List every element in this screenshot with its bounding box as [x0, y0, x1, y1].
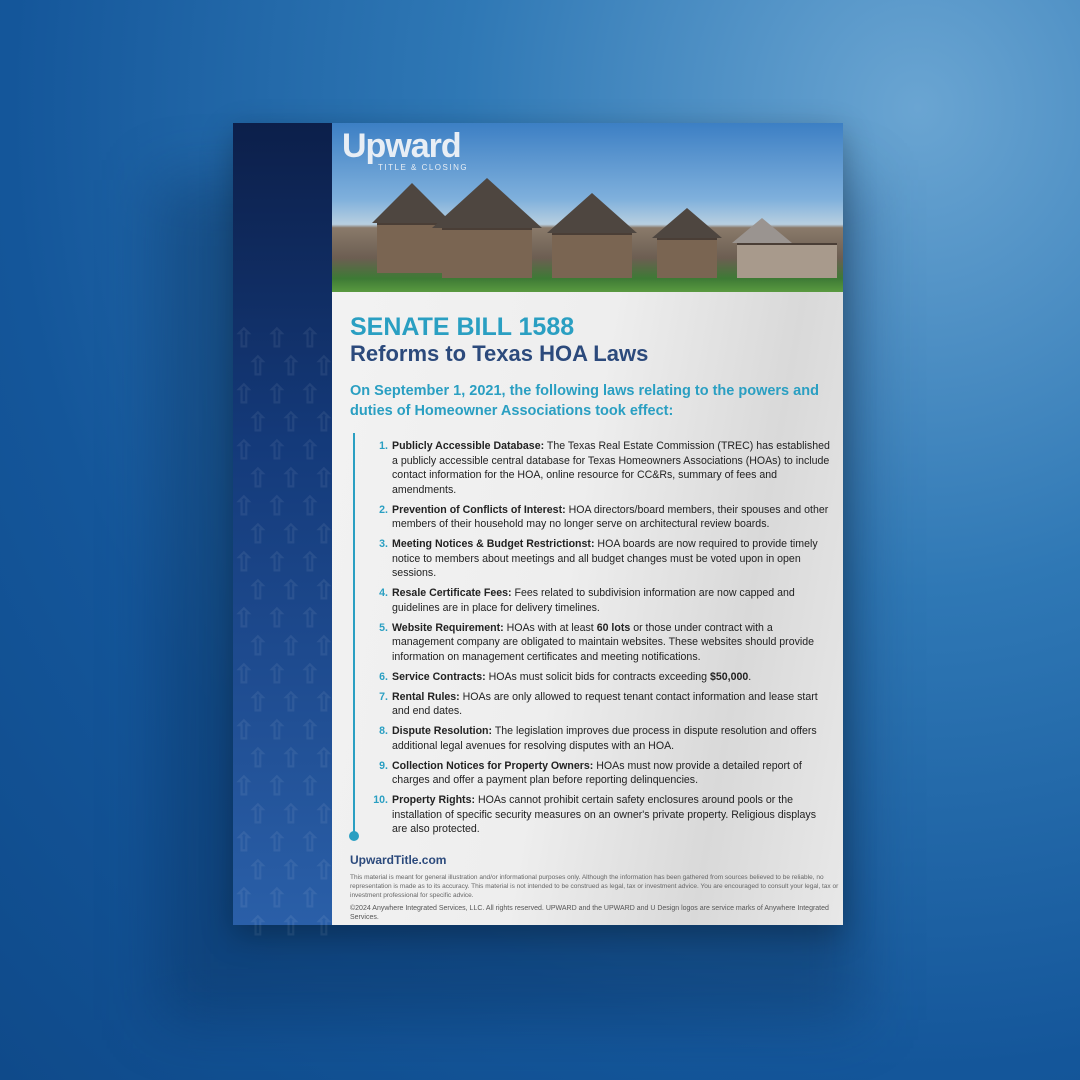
item-text [392, 621, 830, 665]
intro-text: On September 1, 2021, the following laws relating to the powers and duties of Homeowner Associations took effect: [350, 383, 819, 419]
pattern-arrow-icon: ⇧ [233, 603, 255, 633]
house [442, 228, 532, 278]
item-body: HOAs are only allowed to request tenant contact information and lease start and end dates. [392, 690, 818, 717]
list-item [370, 586, 830, 615]
item-number: 10. [373, 794, 388, 806]
item-body: HOA boards are now required to provide timely notice to members about meetings and all budget changes must be voted upon in open sessions. [392, 538, 818, 579]
list-item [370, 503, 830, 532]
pattern-arrow-icon: ⇧ [247, 519, 269, 549]
item-heading: Collection Notices for Property Owners: [392, 759, 594, 772]
pattern-arrow-icon: ⇧ [280, 687, 302, 717]
item-emphasis: $50,000 [709, 670, 749, 683]
timeline-line [353, 433, 355, 833]
pattern-arrow-icon: ⇧ [233, 323, 255, 353]
item-text [392, 759, 830, 788]
pattern-arrow-icon: ⇧ [266, 771, 288, 801]
item-body: HOA directors/board members, their spouses and other members of their household may no longer serve on architectural review boards. [392, 503, 829, 530]
pattern-arrow-icon: ⇧ [233, 771, 255, 801]
item-heading: Publicly Accessible Database: [392, 440, 545, 452]
pattern-arrow-icon: ⇧ [299, 435, 321, 465]
page-subtitle: Reforms to Texas HOA Laws [350, 341, 649, 366]
item-heading: Prevention of Conflicts of Interest: [392, 503, 566, 516]
item-body: or those under contract with a management company are obligated to maintain websites. These websites should provide information on management certificates and meeting notifications. [392, 621, 815, 663]
item-text [392, 439, 830, 497]
pattern-arrow-icon: ⇧ [266, 603, 288, 633]
item-heading: Service Contracts: [392, 670, 486, 683]
house-roof [652, 208, 722, 238]
pattern-arrow-icon: ⇧ [313, 351, 335, 381]
pattern-arrow-icon: ⇧ [266, 883, 288, 913]
list-item [370, 759, 830, 788]
item-heading: Property Rights: [392, 794, 475, 806]
item-body: . [748, 670, 752, 683]
item-text [392, 793, 830, 837]
page-title: SENATE BILL 1588 [350, 313, 575, 341]
item-text [392, 670, 751, 685]
item-heading: Resale Certificate Fees: [392, 587, 512, 599]
item-body: The Texas Real Estate Commission (TREC) has established a publicly accessible central database for Texas Homeowners Associations (HOAs) to include contact information for the HOA, online resource for CC&Rs, summary of fees and amendments. [392, 440, 830, 496]
item-number: 9. [379, 759, 388, 772]
pattern-arrow-icon: ⇧ [313, 631, 335, 661]
pattern-arrow-icon: ⇧ [313, 743, 335, 773]
pattern-arrow-icon: ⇧ [233, 435, 255, 465]
pattern-arrow-icon: ⇧ [299, 323, 321, 353]
item-heading: Rental Rules: [392, 690, 460, 703]
hero-image-houses [332, 123, 843, 292]
list-item [370, 439, 830, 497]
house-roof [547, 193, 637, 233]
item-number: 8. [379, 725, 388, 737]
pattern-arrow-icon: ⇧ [299, 491, 321, 521]
list-item [370, 621, 830, 665]
pattern-arrow-icon: ⇧ [299, 603, 321, 633]
item-body: Fees related to subdivision information are now capped and guidelines are in place for delivery timelines. [392, 587, 795, 614]
side-band [233, 123, 335, 941]
item-text [392, 724, 830, 753]
list-item [370, 690, 830, 719]
list-item [370, 793, 830, 837]
pattern-arrow-icon: ⇧ [313, 799, 335, 829]
disclaimer: This material is meant for general illustration and/or informational purposes only. Although the information has been gathered from sources believed to be reliable, no representation is made as to its accuracy. This material is not intended to be construed as legal, tax or investment advice. You are encouraged to consult your legal, tax or investment professional for specific advice. [350, 874, 839, 899]
pattern-arrow-icon: ⇧ [247, 575, 269, 605]
pattern-arrow-icon: ⇧ [299, 379, 321, 409]
pattern-arrow-icon: ⇧ [247, 911, 269, 941]
pattern-arrow-icon: ⇧ [233, 715, 255, 745]
copyright: ©2024 Anywhere Integrated Services, LLC. All rights reserved. UPWARD and the UPWARD and U Design logos are service marks of Anywhere Integrated Services. [350, 905, 829, 921]
pattern-arrow-icon: ⇧ [266, 323, 288, 353]
logo-wordmark: Upward [342, 127, 461, 165]
pattern-arrow-icon: ⇧ [247, 463, 269, 493]
item-number: 1. [379, 440, 388, 452]
item-body: HOAs must solicit bids for contracts exceeding [485, 670, 710, 683]
pattern-arrow-icon: ⇧ [247, 743, 269, 773]
item-number: 7. [379, 690, 388, 703]
item-heading: Website Requirement: [392, 621, 504, 634]
website-link[interactable]: UpwardTitle.com [350, 853, 447, 867]
item-body: The legislation improves due process in dispute resolution and offers additional legal avenues for resolving disputes with an HOA. [392, 725, 817, 752]
item-body: HOAs with at least [503, 621, 597, 634]
item-number: 4. [379, 587, 388, 599]
pattern-arrow-icon: ⇧ [280, 911, 302, 941]
item-number: 3. [379, 538, 388, 550]
pattern-arrow-icon: ⇧ [280, 463, 302, 493]
pattern-arrow-icon: ⇧ [280, 631, 302, 661]
pattern-arrow-icon: ⇧ [233, 547, 255, 577]
pattern-arrow-icon: ⇧ [280, 855, 302, 885]
pattern-arrow-icon: ⇧ [233, 659, 255, 689]
pattern-arrow-icon: ⇧ [233, 827, 255, 857]
item-emphasis: 60 lots [596, 621, 631, 634]
pattern-arrow-icon: ⇧ [313, 519, 335, 549]
pattern-arrow-icon: ⇧ [280, 351, 302, 381]
pattern-arrow-icon: ⇧ [247, 799, 269, 829]
pattern-arrow-icon: ⇧ [266, 435, 288, 465]
item-text [392, 690, 830, 719]
pattern-arrow-icon: ⇧ [280, 743, 302, 773]
pattern-arrow-icon: ⇧ [280, 575, 302, 605]
pattern-arrow-icon: ⇧ [247, 687, 269, 717]
house-roof [432, 178, 542, 228]
house [657, 238, 717, 278]
pattern-arrow-icon: ⇧ [280, 519, 302, 549]
pattern-arrow-icon: ⇧ [299, 827, 321, 857]
pattern-arrow-icon: ⇧ [247, 351, 269, 381]
list-item [370, 537, 830, 581]
pattern-arrow-icon: ⇧ [233, 883, 255, 913]
pattern-arrow-icon: ⇧ [266, 491, 288, 521]
item-heading: Meeting Notices & Budget Restrictionst: [392, 538, 595, 550]
pattern-arrow-icon: ⇧ [299, 659, 321, 689]
pattern-arrow-icon: ⇧ [280, 799, 302, 829]
pattern-arrow-icon: ⇧ [247, 631, 269, 661]
item-number: 5. [379, 621, 388, 634]
house-roof [732, 218, 792, 243]
house [377, 223, 447, 273]
pattern-arrow-icon: ⇧ [313, 911, 335, 941]
pattern-arrow-icon: ⇧ [280, 407, 302, 437]
pattern-arrow-icon: ⇧ [313, 463, 335, 493]
item-text [392, 586, 830, 615]
law-list [350, 439, 830, 837]
item-number: 6. [379, 670, 388, 683]
pattern-arrow-icon: ⇧ [313, 687, 335, 717]
pattern-arrow-icon: ⇧ [233, 379, 255, 409]
item-body: HOAs cannot prohibit certain safety enclosures around pools or the installation of specific security measures on an owner's private property. Religious displays are also protected. [392, 794, 817, 835]
pattern-arrow-icon: ⇧ [313, 407, 335, 437]
pattern-arrow-icon: ⇧ [299, 883, 321, 913]
item-number: 2. [379, 503, 388, 516]
timeline-dot [349, 831, 359, 841]
pattern-arrow-icon: ⇧ [266, 715, 288, 745]
pattern-arrow-icon: ⇧ [266, 659, 288, 689]
pattern-arrow-icon: ⇧ [299, 547, 321, 577]
pattern-arrow-icon: ⇧ [266, 379, 288, 409]
pattern-arrow-icon: ⇧ [313, 855, 335, 885]
house [737, 243, 837, 278]
item-text [392, 503, 830, 532]
house [552, 233, 632, 278]
main-content [350, 313, 830, 842]
pattern-arrow-icon: ⇧ [266, 827, 288, 857]
item-body: HOAs must now provide a detailed report of charges and offer a payment plan before reporting delinquencies. [392, 759, 802, 786]
upward-logo [342, 129, 468, 172]
pattern-arrow-icon: ⇧ [233, 491, 255, 521]
list-item [370, 724, 830, 753]
list-item [370, 670, 830, 685]
pattern-arrow-icon: ⇧ [247, 407, 269, 437]
pattern-arrow-icon: ⇧ [266, 547, 288, 577]
logo-tagline: TITLE & CLOSING [378, 163, 469, 172]
pattern-arrow-icon: ⇧ [247, 855, 269, 885]
pattern-arrow-icon: ⇧ [299, 715, 321, 745]
item-text [392, 537, 830, 581]
item-heading: Dispute Resolution: [392, 725, 493, 737]
flyer-page [233, 123, 843, 941]
pattern-arrow-icon: ⇧ [313, 575, 335, 605]
pattern-arrow-icon: ⇧ [299, 771, 321, 801]
